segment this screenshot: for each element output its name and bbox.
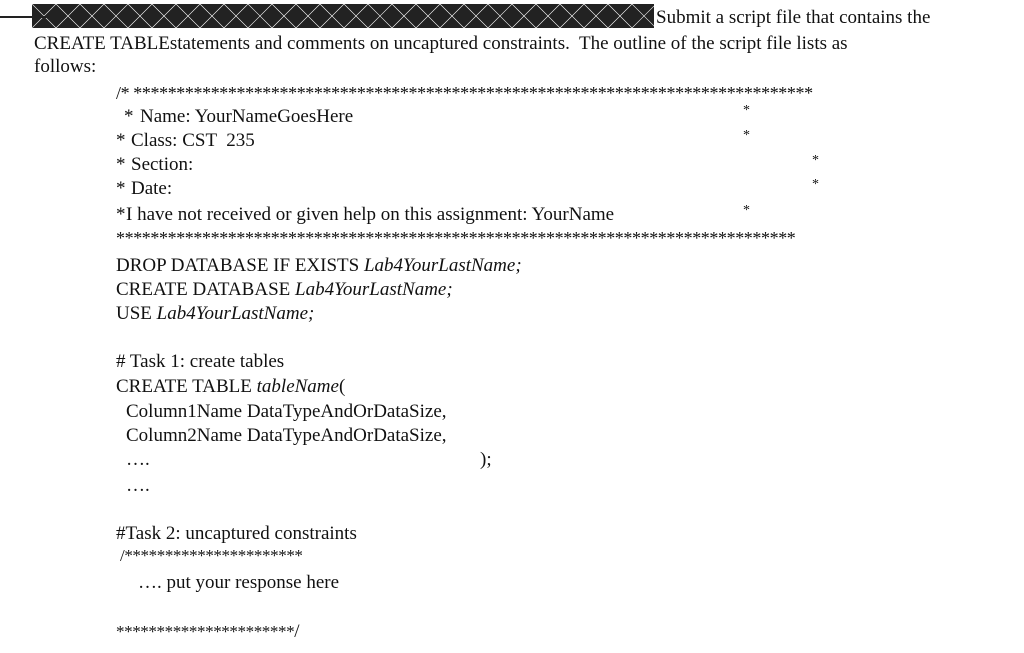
header-pledge-line: I have not received or given help on this assignment: YourName (126, 204, 615, 225)
header-class-line: Class: CST 235 (131, 130, 255, 151)
close-paren: ); (480, 449, 492, 470)
paren-open: ( (338, 376, 346, 397)
ellipsis-line: …. (126, 449, 150, 470)
closing-stars: ********************** (116, 622, 295, 641)
task1-comment: # Task 1: create tables (116, 351, 285, 372)
use-db-name: Lab4YourLastName; (156, 303, 315, 324)
drop-database-line (116, 256, 522, 275)
ellipsis-line: …. (126, 475, 150, 496)
create-db-name: Lab4YourLastName; (295, 279, 453, 300)
closing-slash: / (294, 621, 300, 642)
header-comment-open: /* ******************************************************************************* (116, 83, 813, 103)
create-table-keyword: CREATE TABLE (116, 376, 257, 397)
header-date-line: Date: (131, 178, 173, 199)
create-table-line (116, 377, 345, 396)
header-bullet: * (124, 106, 134, 127)
task2-comment: #Task 2: uncaptured constraints (116, 523, 357, 544)
redaction-pattern (32, 4, 654, 28)
redaction-tail-line (0, 16, 60, 18)
create-database-line (116, 280, 453, 299)
header-comment-close: ******************************************************************************* (116, 228, 796, 248)
header-right-star: * (812, 177, 819, 192)
header-right-star: * (743, 103, 750, 118)
task2-comment-open: /********************** (120, 546, 303, 565)
create-keyword: CREATE DATABASE (116, 279, 295, 300)
header-right-star: * (743, 128, 750, 143)
header-bullet: * (116, 154, 126, 175)
use-database-line (116, 304, 314, 323)
intro-line-1: Submit a script file that contains the (656, 7, 931, 28)
task2-comment-close (116, 622, 299, 641)
header-name-line: Name: YourNameGoesHere (140, 106, 354, 127)
column2-line: Column2Name DataTypeAndOrDataSize, (126, 425, 447, 446)
header-bullet: * (116, 204, 126, 225)
column1-line: Column1Name DataTypeAndOrDataSize, (126, 401, 447, 422)
header-right-star: * (743, 203, 750, 218)
header-bullet: * (116, 178, 126, 199)
intro-line-3: follows: (34, 56, 97, 77)
drop-db-name: Lab4YourLastName; (363, 255, 522, 276)
use-keyword: USE (116, 303, 157, 324)
header-section-line: Section: (131, 154, 194, 175)
redacted-region (32, 4, 654, 28)
drop-keyword: DROP DATABASE IF EXISTS (116, 255, 364, 276)
header-bullet: * (116, 130, 126, 151)
response-placeholder: …. put your response here (138, 572, 340, 593)
header-right-star: * (812, 153, 819, 168)
table-name: tableName (256, 376, 339, 397)
intro-line-2: CREATE TABLEstatements and comments on uncaptured constraints. The outline of the script file lists as (34, 33, 848, 54)
